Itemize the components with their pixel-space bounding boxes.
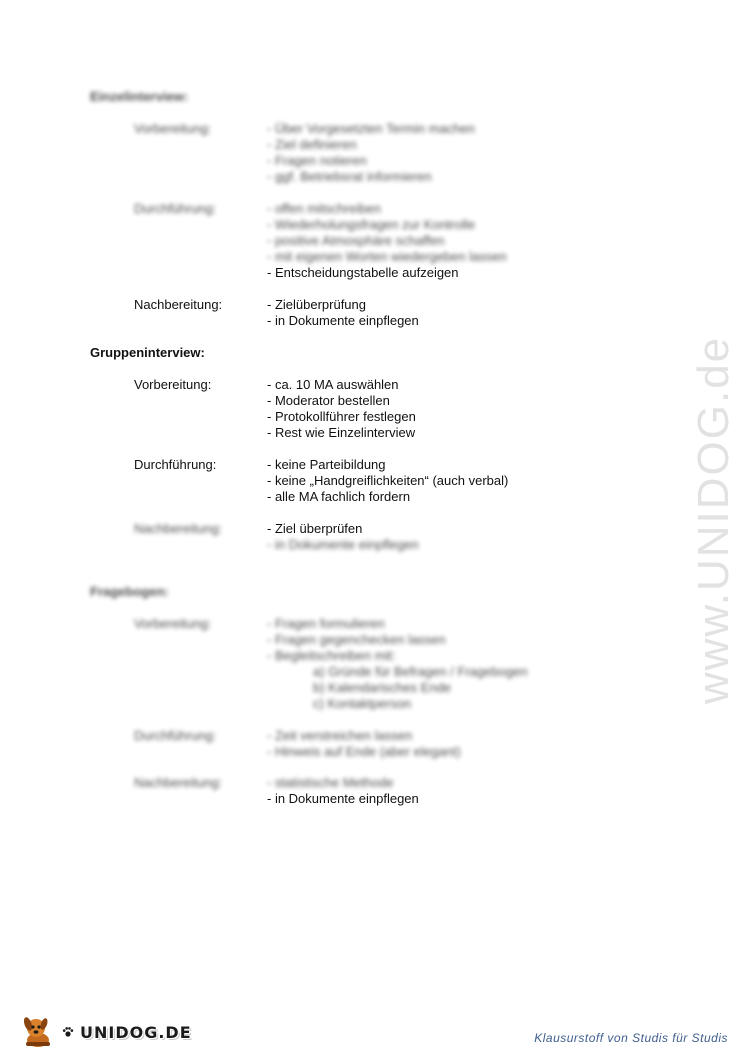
list-item: - keine Parteibildung bbox=[267, 457, 386, 472]
footer-logo-text: UNIDOG.DE bbox=[80, 1022, 192, 1042]
list-item: - ca. 10 MA auswählen bbox=[267, 377, 399, 392]
list-item: - positive Atmosphäre schaffen bbox=[267, 233, 445, 248]
list-item: - Rest wie Einzelinterview bbox=[267, 425, 416, 440]
label-vorbereitung: Vorbereitung: bbox=[134, 616, 212, 631]
label-nachbereitung: Nachbereitung: bbox=[134, 521, 223, 536]
list-item: - offen mitschreiben bbox=[267, 201, 381, 216]
label-durchfuehrung: Durchführung: bbox=[134, 201, 217, 216]
list-subitem: a) Gründe für Befragen / Fragebogen bbox=[313, 664, 528, 679]
list-item: - in Dokumente einpflegen bbox=[267, 791, 419, 806]
list-item: - ggf. Betriebsrat informieren bbox=[267, 169, 432, 184]
list-item: - Wiederholungsfragen zur Kontrolle bbox=[267, 217, 476, 232]
list-item: - in Dokumente einpflegen bbox=[267, 537, 419, 552]
list-item: - Ziel überprüfen bbox=[267, 521, 363, 536]
watermark-text: www.UNIDOG.de bbox=[689, 335, 738, 705]
label-nachbereitung: Nachbereitung: bbox=[134, 775, 223, 790]
footer-tagline: Klausurstoff von Studis für Studis bbox=[534, 1031, 728, 1045]
list-item: - statistische Methode bbox=[267, 775, 394, 790]
section-heading-gruppeninterview: Gruppeninterview: bbox=[90, 345, 205, 360]
dog-mascot-icon bbox=[20, 1014, 56, 1050]
list-item: - Ziel definieren bbox=[267, 137, 357, 152]
list-item: - Fragen gegenchecken lassen bbox=[267, 632, 446, 647]
list-item: - in Dokumente einpflegen bbox=[267, 313, 419, 328]
list-item: - mit eigenen Worten wiedergeben lassen bbox=[267, 249, 507, 264]
section-heading-einzelinterview: Einzelinterview: bbox=[90, 89, 189, 104]
list-item: - Moderator bestellen bbox=[267, 393, 390, 408]
list-item: - Protokollführer festlegen bbox=[267, 409, 416, 424]
list-item: - Fragen notieren bbox=[267, 153, 367, 168]
list-item: - Zielüberprüfung bbox=[267, 297, 366, 312]
section-heading-fragebogen: Fragebogen: bbox=[90, 584, 169, 599]
paw-icon bbox=[62, 1026, 74, 1038]
label-vorbereitung: Vorbereitung: bbox=[134, 377, 212, 392]
list-subitem: b) Kalendarisches Ende bbox=[313, 680, 452, 695]
list-item: - Fragen formulieren bbox=[267, 616, 385, 631]
label-vorbereitung: Vorbereitung: bbox=[134, 121, 212, 136]
footer-logo bbox=[20, 1012, 192, 1052]
list-item: - Zeit verstreichen lassen bbox=[267, 728, 413, 743]
list-item: - Über Vorgesetzten Termin machen bbox=[267, 121, 475, 136]
list-item: - Begleitschreiben mit: bbox=[267, 648, 396, 663]
label-nachbereitung: Nachbereitung: bbox=[134, 297, 223, 312]
list-item: - keine „Handgreiflichkeiten“ (auch verbal) bbox=[267, 473, 509, 488]
list-item: - Hinweis auf Ende (aber elegant) bbox=[267, 744, 461, 759]
list-item: - Entscheidungstabelle aufzeigen bbox=[267, 265, 459, 280]
list-item: - alle MA fachlich fordern bbox=[267, 489, 411, 504]
label-durchfuehrung: Durchführung: bbox=[134, 728, 217, 743]
list-subitem: c) Kontaktperson bbox=[313, 696, 412, 711]
label-durchfuehrung: Durchführung: bbox=[134, 457, 217, 472]
